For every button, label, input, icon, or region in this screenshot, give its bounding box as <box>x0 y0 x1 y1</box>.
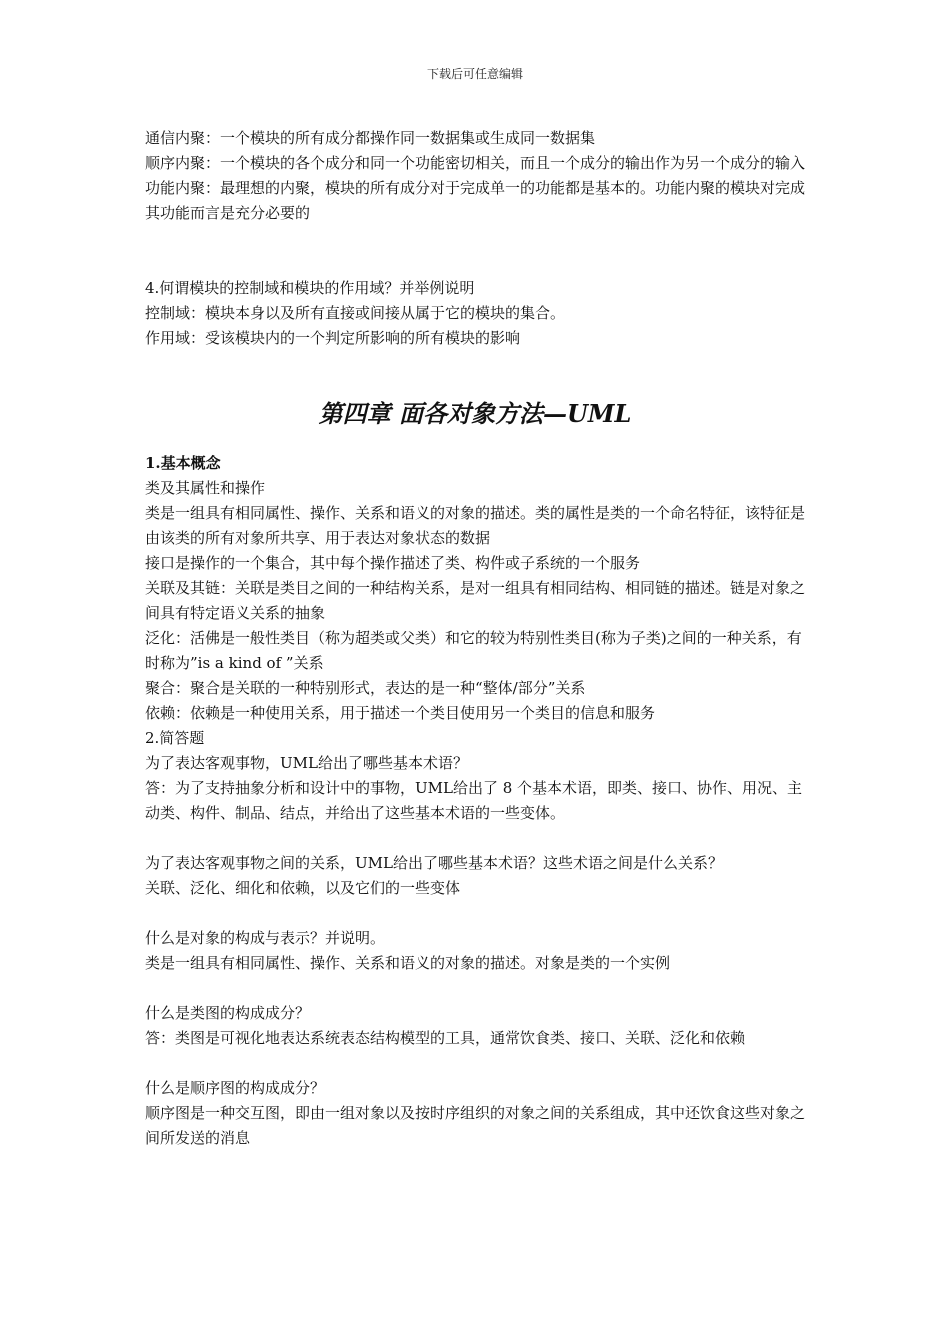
answer-object-composition: 类是一组具有相同属性、操作、关系和语义的对象的描述。对象是类的一个实例 <box>145 954 671 972</box>
answer-sequence-diagram: 顺序图是一种交互图，即由一组对象以及按时序组织的对象之间的关系组成，其中还饮食这些对象之间所发送的消息 <box>145 1104 806 1147</box>
page-header: 下载后可任意编辑 <box>426 67 523 81</box>
paragraph-sequential-cohesion: 顺序内聚：一个模块的各个成分和同一个功能密切相关，而且一个成分的输出作为另一个成分的输入 <box>145 154 806 172</box>
question-4-title: 4.何谓模块的控制域和模块的作用域？并举例说明 <box>145 279 475 297</box>
answer-scope-domain: 作用域：受该模块内的一个判定所影响的所有模块的影响 <box>145 329 521 347</box>
spacer <box>145 976 805 1001</box>
section-title-short-answers: 2.简答题 <box>145 729 205 747</box>
answer-uml-terms: 答：为了支持抽象分析和设计中的事物，UML给出了 8 个基本术语，即类、接口、协作、用况、主动类、构件、制品、结点，并给出了这些基本术语的一些变体。 <box>145 779 803 822</box>
paragraph-functional-cohesion: 功能内聚：最理想的内聚，模块的所有成分对于完成单一的功能都是基本的。功能内聚的模块对完成其功能而言是充分必要的 <box>145 179 806 222</box>
paragraph-aggregation: 聚合：聚合是关联的一种特别形式，表达的是一种“整体/部分”关系 <box>145 679 586 697</box>
question-sequence-diagram: 什么是顺序图的构成成分？ <box>145 1079 326 1097</box>
spacer <box>145 1051 805 1076</box>
spacer <box>145 826 805 851</box>
paragraph-class-attributes: 类及其属性和操作 <box>145 479 266 497</box>
question-uml-relations: 为了表达客观事物之间的关系，UML给出了哪些基本术语？这些术语之间是什么关系？ <box>145 854 723 872</box>
answer-class-diagram: 答：类图是可视化地表达系统表态结构模型的工具，通常饮食类、接口、关联、泛化和依赖 <box>145 1029 746 1047</box>
spacer <box>145 901 805 926</box>
chapter-title: 第四章 面各对象方法—UML <box>318 399 632 428</box>
question-class-diagram: 什么是类图的构成成分？ <box>145 1004 311 1022</box>
section-title-basic-concepts: 1.基本概念 <box>145 454 221 472</box>
answer-uml-relations: 关联、泛化、细化和依赖，以及它们的一些变体 <box>145 879 461 897</box>
paragraph-generalization: 泛化：活佛是一般性类目（称为超类或父类）和它的较为特别性类目(称为子类)之间的一种关系，有时称为”is a kind of ”关系 <box>145 629 802 672</box>
document-body <box>145 126 805 1151</box>
paragraph-interface: 接口是操作的一个集合，其中每个操作描述了类、构件或子系统的一个服务 <box>145 554 641 572</box>
paragraph-association: 关联及其链：关联是类目之间的一种结构关系，是对一组具有相同结构、相同链的描述。链是对象之间具有特定语义关系的抽象 <box>145 579 806 622</box>
question-uml-terms: 为了表达客观事物，UML给出了哪些基本术语？ <box>145 754 468 772</box>
spacer <box>145 226 805 276</box>
question-object-composition: 什么是对象的构成与表示？并说明。 <box>145 929 386 947</box>
paragraph-class-definition: 类是一组具有相同属性、操作、关系和语义的对象的描述。类的属性是类的一个命名特征，该特征是由该类的所有对象所共享、用于表达对象状态的数据 <box>145 504 806 547</box>
answer-control-domain: 控制域：模块本身以及所有直接或间接从属于它的模块的集合。 <box>145 304 566 322</box>
paragraph-communication-cohesion: 通信内聚：一个模块的所有成分都操作同一数据集或生成同一数据集 <box>145 129 596 147</box>
paragraph-dependency: 依赖：依赖是一种使用关系，用于描述一个类目使用另一个类目的信息和服务 <box>145 704 656 722</box>
